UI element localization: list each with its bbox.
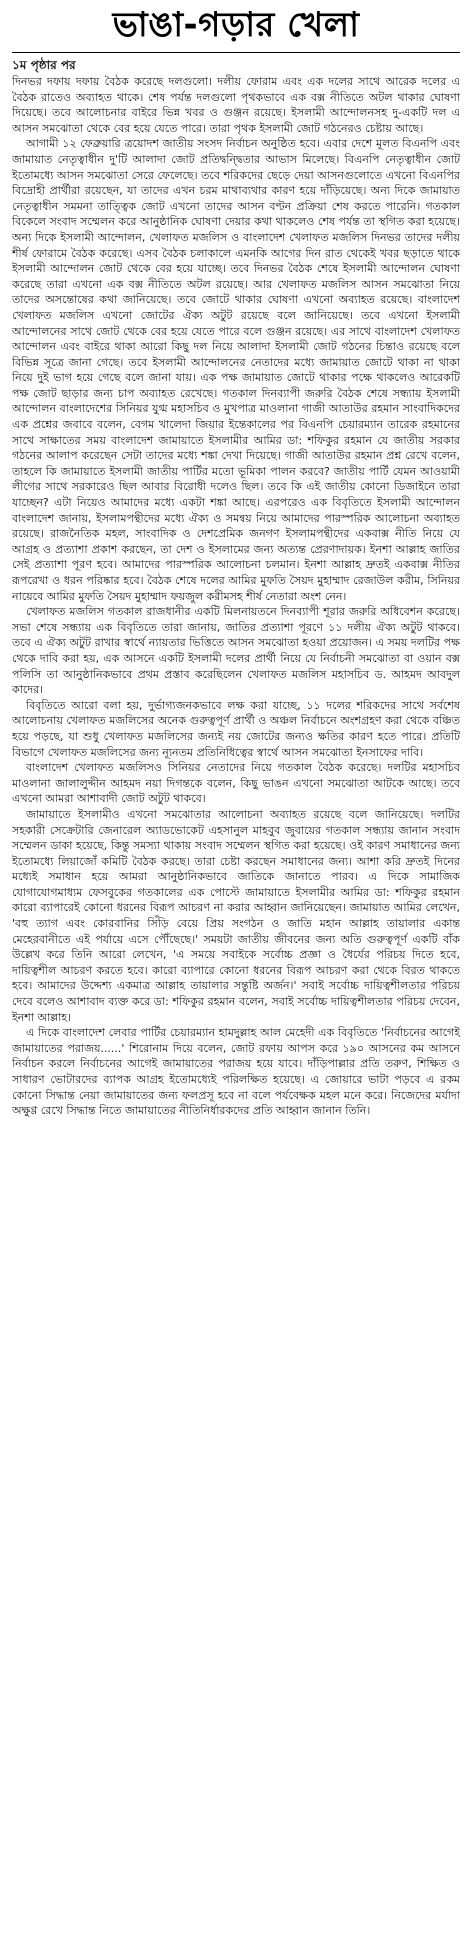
headline-divider: [12, 52, 460, 53]
article-paragraph: দিনভর দফায় দফায় বৈঠক করেছে দলগুলো। দলীয় ফোরাম এবং এক দলের সাথে আরেক দলের এ বৈঠক রাতেও অব্যাহত থাকে। শেষ পর্যন্ত দলগুলো পৃথকভাবে এক বক্স নীতিতে অটল থাকার ঘোষণা দিয়েছে। তবে আলোচনার বাইরে ভিন্ন খবর ও গুঞ্জন রয়েছে। ইসলামী আন্দোলনসহ দু-একটি দল এ আসন সমঝোতা থেকে বের হয়ে যেতে পারে। তারা পৃথক ইসলামী জোট গঠনেরও চেষ্টায় আছে।: [12, 75, 460, 135]
article-paragraph: জামায়াতে ইসলামীও এখনো সমঝোতার আলোচনা অব্যাহত রয়েছে বলে জানিয়েছে। দলটির সহকারী সেক্রেটারি জেনারেল অ্যাডভোকেট এহসানুল মাহবুব জুবায়ের গতকাল সন্ধ্যায় জানান সংবাদ সম্মেলন ডাকা হয়েছে, কিন্তু সমস্যা থাকায় সংবাদ সম্মেলন স্থগিত করা হয়েছে। ওই কারণ সমাধানের জন্য ইতোমধ্যে লিয়াজোঁ কমিটি বৈঠক করছে। তারা চেষ্টা করছেন সমাধানের জন্য। আশা করি দ্রুতই দিনের মধ্যেই সমাধান হয়ে আমরা আনুষ্ঠানিকভাবে জাতিকে জানাতে পারব। এ দিকে সামাজিক যোগাযোগমাধ্যম ফেসবুকের গতকালের এক পোস্টে জামায়াতে ইসলামীর আমির ডা: শফিকুর রহমান কারো ব্যাপারেই কোনো ধরনের বিরূপ আচরণ না করার আহ্বান জানিয়েছেন। জামায়াত আমির লেখেন, 'বহু ত্যাগ এবং কোরবানির সিঁড়ি বেয়ে প্রিয় সংগঠন ও জাতি মহান আল্লাহ তায়ালার একান্ত মেহেরবানীতে এই পর্যায়ে এসে পৌঁছেছে।' সময়টা জাতীয় জীবনের জন্য অতি গুরুত্বপূর্ণ একটি বাঁক উল্লেখ করে তিনি আরো লেখেন, 'এ সময়ে সবাইকে সর্বোচ্চ প্রজ্ঞা ও ধৈর্যের পরিচয় দিতে হবে, দায়িত্বশীল আচরণ করতে হবে। কারো ব্যাপারে কোনো ধরনের বিরূপ আচরণ করা থেকে বিরত থাকতে হবে। আমাদের উদ্দেশ্য একমাত্র আল্লাহ তায়ালার সন্তুষ্টি অর্জন।' সবাই সর্বোচ্চ দায়িত্বশীলতার পরিচয় দেবে বলেও আশাবাদ ব্যক্ত করে ডা: শফিকুর রহমান বলেন, সবাই সর্বোচ্চ দায়িত্বশীলতার পরিচয় দেবেন, ইনশা আল্লাহ।: [12, 807, 460, 1024]
article-paragraph: বিবৃতিতে আরো বলা হয়, দুর্ভাগ্যজনকভাবে লক্ষ করা যাচ্ছে, ১১ দলের শরিকদের সাথে সর্বশেষ আলোচনায় খেলাফত মজলিসের অনেক গুরুত্বপূর্ণ প্রার্থী ও অঞ্চল নির্বাচনে অংশগ্রহণ করা থেকে বঞ্চিত হয়ে পড়ছে, যা শুধু খেলাফত মজলিসের জন্যই নয় জোটের জন্যও ক্ষতির কারণ হতে পারে। প্রতিটি বিভাগে খেলাফত মজলিসের জন্য ন্যূনতম প্রতিনিধিত্বের স্বার্থে আসন সমঝোতা ইনসাফের দাবি।: [12, 698, 460, 759]
article-body: [12, 74, 460, 1119]
article-headline: ভাঙা-গড়ার খেলা: [112, 5, 360, 45]
continuation-label: ১ম পৃষ্ঠার পর: [12, 58, 76, 72]
article-paragraph: খেলাফত মজলিস গতকাল রাজধানীর একটি মিলনায়তনে দিনব্যাপী শূরার জরুরি অধিবেশন করেছে। সভা শেষে সন্ধ্যায় এক বিবৃতিতে তারা জানায়, জাতির প্রত্যাশা পূরণে ১১ দলীয় ঐক্য অটুট থাকবে। তবে এ ঐক্য অটুট রাখার স্বার্থে ন্যায়তার ভিত্তিতে আসন সমঝোতা হওয়া প্রয়োজন। এ সময় দলটির পক্ষ থেকে দাবি করা হয়, এক আসনে একটি ইসলামী দলের প্রার্থী নিয়ে যে নির্বাচনী সমঝোতা বা ওয়ান বক্স পলিসি তা আনুষ্ঠানিকভাবে প্রথম প্রস্তাব করেছিলেন খেলাফত মজলিস মহাসচিব ড. আহমদ আবদুল কাদের।: [12, 605, 460, 697]
article-paragraph: এ দিকে বাংলাদেশ লেবার পার্টির চেয়ারম্যান হামদুল্লাহ আল মেহেদী এক বিবৃতিতে 'নির্বাচনের আগেই জামায়াতের পরাজয়......' শিরোনাম দিয়ে বলেন, জোট রফায় আপস করে ১৯০ আসনের কম আসনে নির্বাচন করলে নির্বাচনের আগেই জামায়াতের পরাজয় হয়ে যাবে। দাঁড়িপাল্লার প্রতি তরুণ, শিক্ষিত ও সাধারণ ভোটারদের ব্যাপক আগ্রহ ইতোমধ্যেই পরিলক্ষিত হয়েছে। এ জোয়ারে ভাটা পড়বে এ রকম কোনো সিদ্ধান্ত নেয়া জামায়াতের জন্য ফলপ্রসূ হবে না বলে পর্যবেক্ষক মহল মনে করে। নিজেদের মর্যাদা অক্ষুণ্ণ রেখে সিদ্ধান্ত নিতে জামায়াতের নীতিনির্ধারকদের প্রতি আহ্বান জানান তিনি।: [12, 1026, 460, 1118]
article-paragraph: আগামী ১২ ফেব্রুয়ারি ত্রয়োদশ জাতীয় সংসদ নির্বাচন অনুষ্ঠিত হবে। এবার দেশে মূলত বিএনপি এবং জামায়াত নেতৃত্বাধীন দু'টি আলাদা জোট প্রতিদ্বন্দ্বিতার আভাস মিলেছে। বিএনপি নেতৃত্বাধীন জোট ইতোমধ্যে আসন সমঝোতা সেরে ফেলেছে। তবে শরিকদের ছেড়ে দেয়া আসনগুলোতে এখনো বিএনপির বিদ্রোহী প্রার্থীরা রয়েছেন, যা তাদের এখন চরম মাথাব্যথার কারণ হয়ে দাঁড়িয়েছে। অন্য দিকে জামায়াত নেতৃত্বাধীন সমমনা তাত্ত্বিক জোট এখনো তাদের আসন বণ্টন প্রক্রিয়া শেষ করতে পারেনি। গতকাল বিকেলে সংবাদ সম্মেলন করে আনুষ্ঠানিক ঘোষণা দেয়ার কথা থাকলেও শেষ পর্যন্ত তা স্থগিত করা হয়েছে। অন্য দিকে ইসলামী আন্দোলন, খেলাফত মজলিস ও বাংলাদেশ খেলাফত মজলিস দিনভর তাদের দলীয় শীর্ষ ফোরামে বৈঠক করেছে। এসব বৈঠক চলাকালে এমনকি আগের দিন রাত থেকেই খবর ছড়াতে থাকে ইসলামী আন্দোলন জোট থেকে বের হয়ে যাচ্ছে। তবে দিনভর বৈঠক শেষে ইসলামী আন্দোলন ঘোষণা করেছে তারা এখনো এক বক্স নীতিতে অটল রয়েছে। আর খেলাফত মজলিস আসন সমঝোতা নিয়ে তাদের অসন্তোষের কথা জানিয়েছে। তবে জোটে থাকার ঘোষণা এখনো অব্যাহত রয়েছে। বাংলাদেশ খেলাফত মজলিস এখনো জোটের ঐক্য অটুট রয়েছে বলে জানিয়েছে। তবে এখনো ইসলামী আন্দোলনের সাথে জোট থেকে বের হয়ে যেতে পারে বলে গুঞ্জন রয়েছে। এর সাথে বাংলাদেশ খেলাফত আন্দোলন এবং বাইরে থাকা আরো কিছু দল নিয়ে আলাদা ইসলামী জোট গঠনের চিন্তাও রয়েছে বলে বিভিন্ন সূত্রে জানা গেছে। তবে ইসলামী আন্দোলনের নেতাদের মধ্যে জামায়াত জোটে থাকা না থাকা নিয়ে দুই ভাগ হয়ে গেছে বলে জানা যায়। এক পক্ষ জামায়াত জোটে থাকার পক্ষে থাকলেও আরেকটি পক্ষ জোট ছাড়ার জন্য চাপ অব্যাহত রেখেছে। গতকাল দিনব্যাপী জরুরি বৈঠক শেষে সন্ধ্যায় ইসলামী আন্দোলন বাংলাদেশের সিনিয়র যুগ্ম মহাসচিব ও মুখপাত্র মাওলানা গাজী আতাউর রহমান সাংবাদিকদের এক প্রশ্নের জবাবে বলেন, বেগম খালেদা জিয়ার ইন্তেকালের পর বিএনপি চেয়ারম্যান তারেক রহমানের সাথে সাক্ষাতের সময় বাংলাদেশ জামায়াতে ইসলামীর আমির ডা: শফিকুর রহমান যে জাতীয় সরকার গঠনের আলাপ করেছেন সেটা তাদের মধ্যে শঙ্কা দেখা দিয়েছে। গাজী আতাউর রহমান প্রশ্ন রেখে বলেন, তাহলে কি জামায়াতে ইসলামী জাতীয় পার্টির মতো ভূমিকা পালন করবে? জাতীয় পার্টি যেমন আওয়ামী লীগের সাথে সরকারেও ছিল আবার বিরোধী দলেও ছিল। তবে কি এই জাতীয় কোনো ডিজাইনে তারা যাচ্ছেন? এটা নিয়েও আমাদের মধ্যে একটা শঙ্কা আছে। এরপরেও এক বিবৃতিতে ইসলামী আন্দোলন বাংলাদেশ জানায়, ইসলামপন্থীদের মধ্যে ঐক্য ও সমন্বয় নিয়ে আমাদের পারস্পরিক আলোচনা অব্যাহত রয়েছে। রাজনৈতিক মহল, সাংবাদিক ও দেশপ্রেমিক জনগণ ইসলামপন্থীদের একবাক্স নীতি নিয়ে যে আগ্রহ ও প্রত্যাশা প্রকাশ করছেন, তা দেশ ও ইসলামের জন্য অত্যন্ত প্রেরণাদায়ক। ইনশা আল্লাহ জাতির সেই প্রত্যাশা পূরণ হবে। আমাদের পারস্পরিক আলোচনা চলমান। ইনশা আল্লাহ দ্রুতই একবাক্স নীতির রূপরেখা ও ধরন পরিষ্কার হবে। বৈঠক শেষে দলের আমির মুফতি সৈয়দ মুহাম্মাদ রেজাউল করীম, সিনিয়র নায়েবে আমির মুফতি সৈয়দ মুহাম্মাদ ফয়জুল করীমসহ শীর্ষ নেতারা অংশ নেন।: [12, 137, 460, 603]
article-paragraph: বাংলাদেশ খেলাফত মজলিসও সিনিয়র নেতাদের নিয়ে গতকাল বৈঠক করেছে। দলটির মহাসচিব মাওলানা জালালুদ্দীন আহমদ নয়া দিগন্তকে বলেন, কিছু ভাঙন এখনো সমঝোতা আটকে আছে। তবে এখনো আমরা আশাবাদী জোট অটুট থাকবে।: [12, 761, 460, 806]
